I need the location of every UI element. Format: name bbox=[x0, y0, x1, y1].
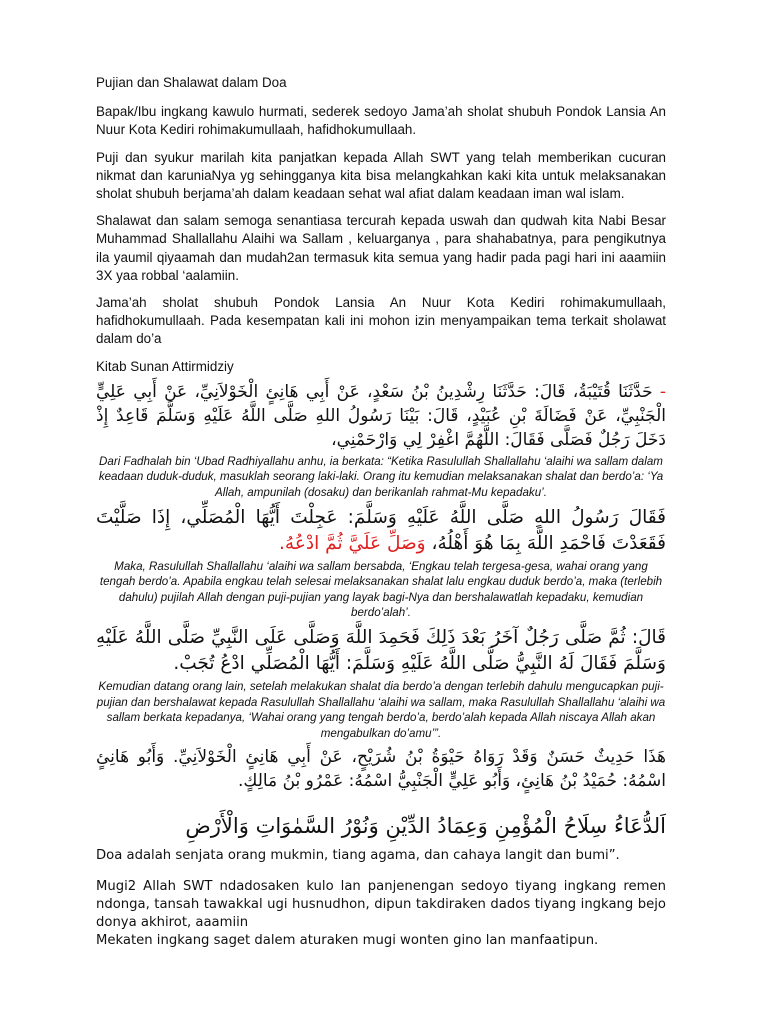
doa-arabic: اَلدُّعَاءُ سِلَاحُ الْمُؤْمِنِ وَعِمَادُ الدِّيْنِ وَنُوْرُ السَّمٰوَاتِ وَالْأَرْضِ bbox=[185, 814, 666, 839]
hadith-arabic-2-text: فَقَالَ رَسُولُ اللهِ صَلَّى اللَّهُ عَلَيْهِ وَسَلَّمَ: عَجِلْتَ أَيُّهَا الْمُصَلِّي، إِذَا صَلَّيْتَ فَقَعَدْتَ فَاحْمَدِ اللَّهَ بِمَا هُوَ أَهْلُهُ، bbox=[96, 506, 666, 554]
hadith-arabic-3: قَالَ: ثُمَّ صَلَّى رَجُلٌ آخَرُ بَعْدَ ذَلِكَ فَحَمِدَ اللَّهَ وَصَلَّى عَلَى النَّبِيِّ صَلَّى اللَّهُ عَلَيْهِ وَسَلَّمَ فَقَالَ لَهُ النَّبِيُّ صَلَّى اللَّهُ عَلَيْهِ وَسَلَّمَ: أَيُّهَا الْمُصَلِّي ادْعُ تُجَبْ. bbox=[96, 627, 666, 674]
hadith-translation-2: Maka, Rasulullah Shallallahu ‘alaihi wa sallam bersabda, ‘Engkau telah tergesa-gesa, wahai orang yang tengah berdo’a. Apabila engkau telah selesai melaksanakan shalat lalu engkau duduk berdo’a, maka (terlebih dahulu) pujilah Allah dengan puji-pujian yang layak bagi-Nya dan bershalawatlah kepadaku, kemudian berdo’alah’. bbox=[99, 559, 663, 620]
hadith-arabic-1-text: حَدَّثَنَا قُتَيْبَةُ، قَالَ: حَدَّثَنَا رِشْدِينُ بْنُ سَعْدٍ، عَنْ أَبِي هَانِئٍ الْخَوْلاَنِيِّ، عَنْ أَبِي عَلِيٍّ الْجَنْبِيِّ، عَنْ فَضَالَةَ بْنِ عُبَيْدٍ، قَالَ: بَيْنَا رَسُولُ اللهِ صَلَّى اللَّهُ عَلَيْهِ وَسَلَّمَ قَاعِدٌ إِذْ دَخَلَ رَجُلٌ فَصَلَّى فَقَالَ: اللَّهُمَّ اغْفِرْ لِي وَارْحَمْنِي، bbox=[96, 381, 666, 450]
hadith-translation-3: Kemudian datang orang lain, setelah melakukan shalat dia berdo’a dengan terlebih dahulu mengucapkan puji-pujian dan bershalawat kepada Rasulullah Shallallahu ‘alaihi wa sallam, maka Rasulullah Shallallahu ‘alaihi wa sallam berkata kepadanya, ‘Wahai orang yang tengah berdo’a, berdo’alah kepada Allah niscaya Allah akan mengabulkan do’amu’”. bbox=[96, 680, 666, 740]
paragraph-greeting: Bapak/Ibu ingkang kawulo hurmati, sederek sedoyo Jama’ah sholat shubuh Pondok Lansia An Nuur Kota Kediri rohimakumullaah, hafidhokumullaah. bbox=[96, 104, 666, 138]
hadith-arabic-2-highlight: وَصَلِّ عَلَيَّ ثُمَّ ادْعُهُ. bbox=[279, 532, 432, 554]
hadith-dash: - bbox=[659, 381, 666, 402]
paragraph-theme: Jama’ah sholat shubuh Pondok Lansia An Nuur Kota Kediri rohimakumullaah, hafidhokumullaah. Pada kesempatan kali ini mohon izin menyampaikan tema terkait sholawat dalam do’a bbox=[96, 295, 666, 347]
hadith-arabic-1 bbox=[96, 380, 666, 452]
closing-remark: Mekaten ingkang saget dalem aturaken mugi wonten gino lan manfaatipun. bbox=[96, 933, 599, 949]
paragraph-source: Kitab Sunan Attirmidziy bbox=[96, 358, 234, 374]
closing-prayer: Mugi2 Allah SWT ndadosaken kulo lan panjenengan sedoyo tiyang ingkang remen ndonga, tansah tawakkal ugi husnudhon, dipun takdiraken dados tiyang ingkang bejo donya akhirot, aaamiin bbox=[96, 879, 666, 931]
hadith-arabic-4: هَذَا حَدِيثٌ حَسَنٌ وَقَدْ رَوَاهُ حَيْوَةُ بْنُ شُرَيْحٍ، عَنْ أَبِي هَانِئٍ الْخَوْلاَنِيِّ. وَأَبُو هَانِئٍ اسْمُهُ: حُمَيْدُ بْنُ هَانِئٍ، وَأَبُو عَلِيٍّ الْجَنْبِيُّ اسْمُهُ: عَمْرُو بْنُ مَالِكٍ. bbox=[96, 747, 666, 792]
hadith-translation-1: Dari Fadhalah bin ‘Ubad Radhiyallahu anhu, ia berkata: “Ketika Rasulullah Shallallahu ‘alaihi wa sallam dalam keadaan duduk-duduk, masuklah seorang laki-laki. Orang itu kemudian melaksanakan shalat dan berdo’a: ‘Ya Allah, ampunilah (dosaku) dan berikanlah rahmat-Mu kepadaku’. bbox=[98, 454, 664, 500]
paragraph-praise: Puji dan syukur marilah kita panjatkan kepada Allah SWT yang telah memberikan cucuran nikmat dan karuniaNya yg sehingganya kita bisa melangkahkan kaki kita untuk melaksanakan sholat shubuh berjama’ah dalam keadaan sehat wal afiat dalam keadaan iman wal islam. bbox=[96, 149, 666, 202]
doa-translation: Doa adalah senjata orang mukmin, tiang agama, dan cahaya langit dan bumi”. bbox=[96, 848, 620, 864]
paragraph-shalawat: Shalawat dan salam semoga senantiasa tercurah kepada uswah dan qudwah kita Nabi Besar Muhammad Shallallahu Alaihi wa Sallam , keluarganya , para shahabatnya, para pengikutnya ila yaumil qiyaamah dan mudah2an termasuk kita semua yang hadir pada pagi hari ini aaamiin 3X yaa robbal ‘aalamiin. bbox=[96, 213, 666, 283]
document-title: Pujian dan Shalawat dalam Doa bbox=[96, 75, 287, 90]
document-page bbox=[96, 74, 666, 950]
hadith-arabic-2 bbox=[96, 505, 666, 557]
